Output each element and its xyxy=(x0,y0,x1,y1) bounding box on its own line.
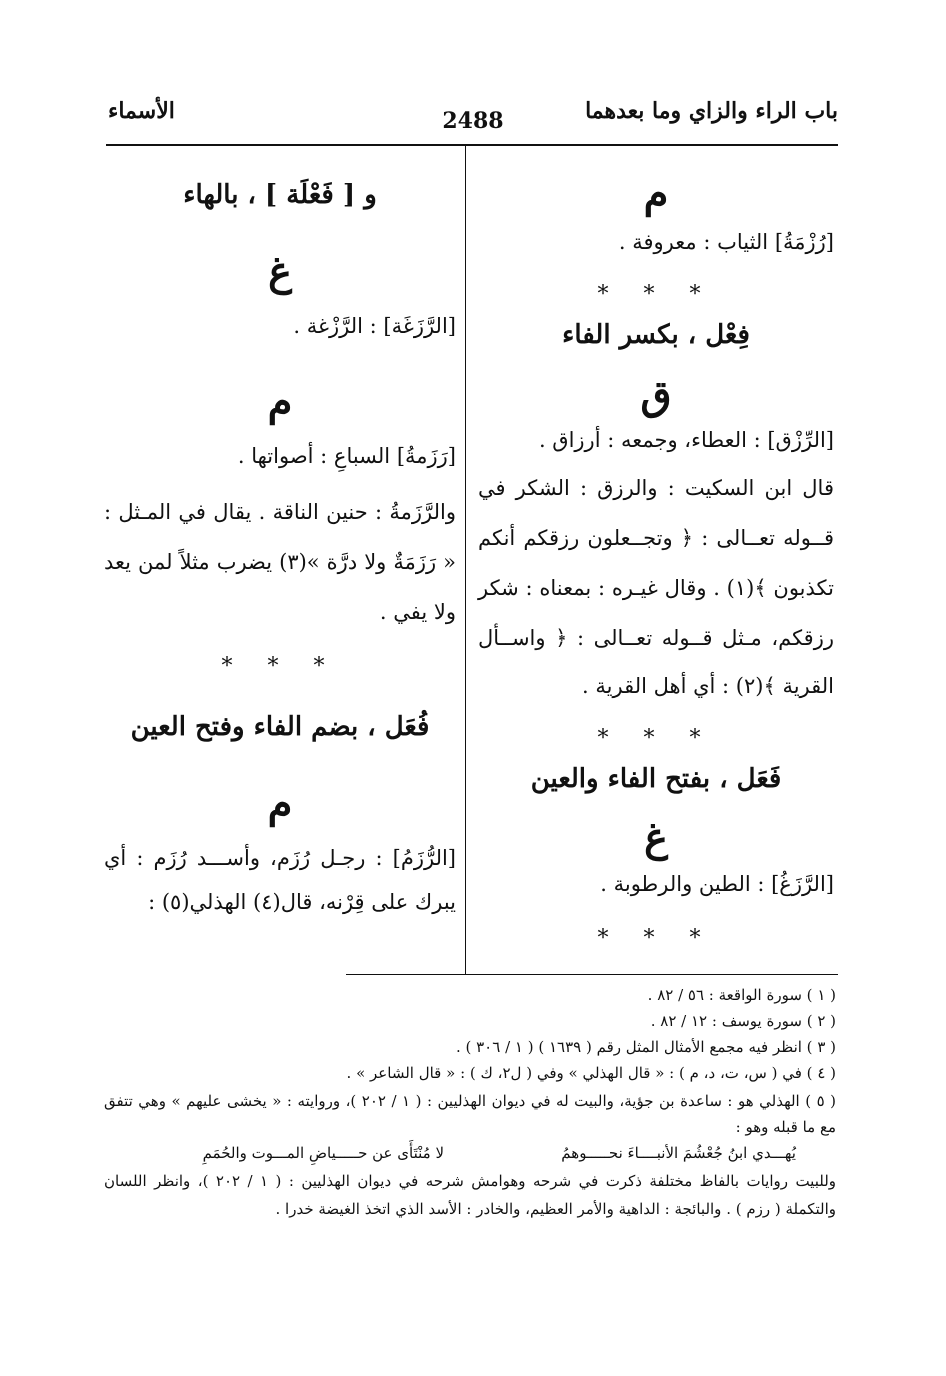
column-divider xyxy=(465,146,466,974)
footnote-3: ( ٣ ) انظر فيه مجمع الأمثال المثل رقم ( ١٦٣٩ ) ( ١ / ٣٠٦ ) . xyxy=(455,1038,836,1056)
verse-second-hemistich: لا مُنْتَأَى عن حـــــياضِ المـــوت والحُمَمِ xyxy=(202,1144,444,1162)
header-rule xyxy=(106,144,838,146)
entry-line: تكذبون ﴾(١) . وقال غيـره : بمعناه : شكر xyxy=(478,576,834,600)
footnote-5-line: وللبيت روايات بالفاظ مختلفة ذكرت في شرحه وهوامش شرحه في ديوان الهذليين : ( ١ / ٢٠٢ )، وانظر اللسان xyxy=(104,1172,837,1190)
entry-line: « رَزَمَةٌ ولا درَّة »(٣) يضرب مثلاً لمن يعد xyxy=(104,550,456,574)
footnote-5-line: والتكملة ( رزم ) . والبائجة : الداهية والأمر العظيم، والخادر : الأسد الذي اتخذ الغيضة خدرا . xyxy=(275,1200,836,1218)
pattern-title: فِعْل ، بكسر الفاء xyxy=(562,320,750,350)
footnote-1: ( ١ ) سورة الواقعة : ٥٦ / ٨٢ . xyxy=(647,986,836,1004)
entry-line: القرية ﴾(٢) : أي أهل القرية . xyxy=(582,674,834,698)
letter-heading: م xyxy=(267,780,293,827)
section-separator: * * * xyxy=(597,726,715,751)
entry-line: [الرُّزَمُ] : رجـل رُزَم، وأســـد رُزَم : أي xyxy=(104,846,456,870)
letter-heading: م xyxy=(267,378,293,425)
running-header-chapter: باب الراء والزاي وما بعدهما xyxy=(585,98,838,124)
letter-heading: ق xyxy=(640,372,672,419)
pattern-title: و [ فَعْلَة ] ، بالهاء xyxy=(183,180,377,210)
letter-heading: م xyxy=(643,170,669,217)
pattern-title: فَعَل ، بفتح الفاء والعين xyxy=(530,764,782,794)
section-separator: * * * xyxy=(221,654,339,679)
footnote-4: ( ٤ ) في ( س، ت، د، م ) : « قال الهذلي » وفي ( ل٢، ك ) : « قال الشاعر » . xyxy=(346,1064,836,1082)
section-separator: * * * xyxy=(597,926,715,951)
pattern-title: فُعَل ، بضم الفاء وفتح العين xyxy=(130,712,430,742)
verse-first-hemistich: يُهـــدي ابنُ جُعْشُمَ الأنبــــاءَ نحـــــوهمُ xyxy=(561,1144,796,1162)
letter-heading: غ xyxy=(268,248,292,295)
entry-line: قال ابن السكيت : والرزق : الشكر في xyxy=(478,476,834,500)
entry-line: [الرِّزْق] : العطاء، وجمعه : أرزاق . xyxy=(538,428,834,452)
entry-line: [الرَّزَغُ] : الطين والرطوبة . xyxy=(600,872,834,896)
running-header-section: الأسماء xyxy=(108,98,175,124)
entry-line: ولا يفي . xyxy=(379,600,456,624)
entry-line: [رُزْمَةُ] الثياب : معروفة . xyxy=(618,230,834,254)
section-separator: * * * xyxy=(597,282,715,307)
footnote-rule xyxy=(346,974,838,975)
footnote-5-line: مع ما قبله وهو : xyxy=(735,1118,836,1136)
entry-line: والرَّزَمةُ : حنين الناقة . يقال في المـثل : xyxy=(104,500,456,524)
letter-heading: غ xyxy=(644,814,668,861)
entry-line: [الرَّزَغَة] : الرَّزْغة . xyxy=(293,314,456,338)
entry-line: قــوله تعــالى : ﴿ وتجــعلون رزقكم أنكم xyxy=(478,526,834,550)
footnote-2: ( ٢ ) سورة يوسف : ١٢ / ٨٢ . xyxy=(650,1012,836,1030)
page-number: 2488 xyxy=(442,108,504,134)
entry-line: رزقكم، مـثل قــوله تعــالى : ﴿ واســأل xyxy=(478,626,834,650)
footnote-5: ( ٥ ) الهذلي هو : ساعدة بن جؤية، والبيت له في ديوان الهذليين : ( ١ / ٢٠٢ )، وروايته : « يخشى عليهم » وهي تتفق xyxy=(104,1092,836,1110)
entry-line: يبرك على قِرْنه، قال(٤) الهذلي(٥) : xyxy=(148,890,456,914)
entry-line: [رَزَمةُ] السباعِ : أصواتها . xyxy=(237,444,456,468)
